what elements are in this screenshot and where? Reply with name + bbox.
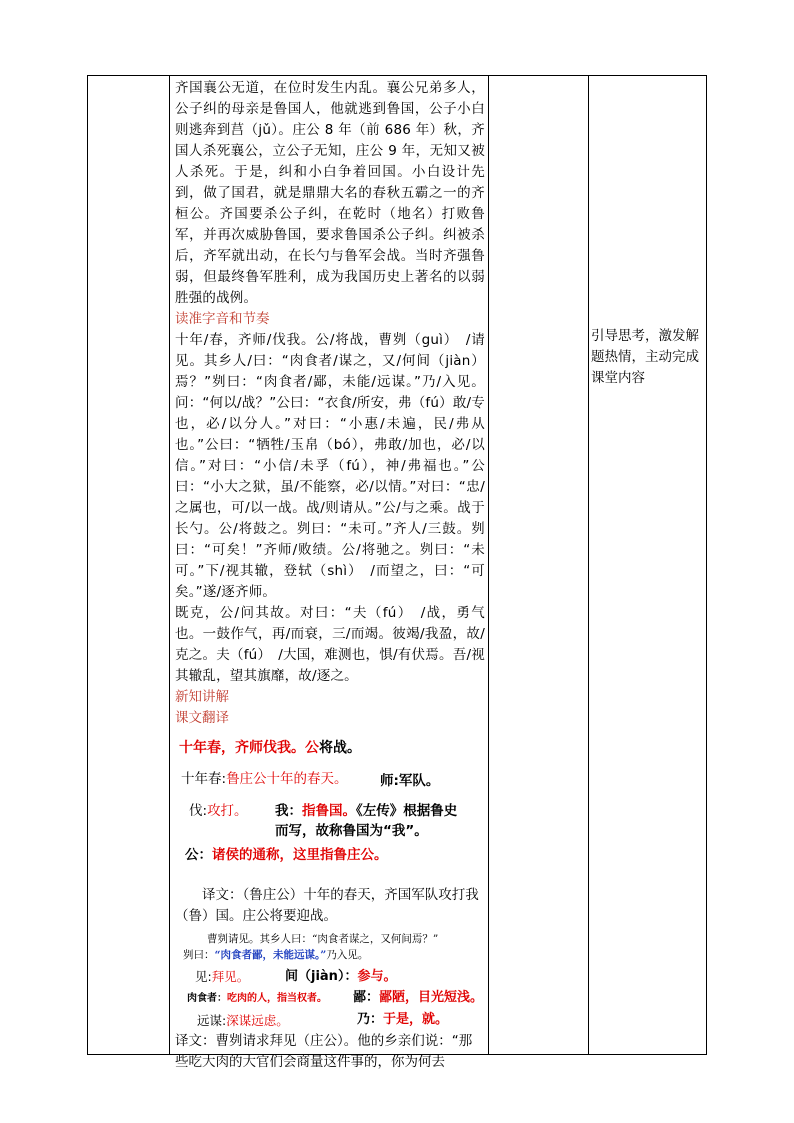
teaching-goal-note: 引导思考，激发解题热情，主动完成课堂内容 <box>591 328 699 386</box>
translation-1: 译文：（鲁庄公）十年的春天，齐国军队攻打我（鲁）国。庄公将要迎战。 <box>175 887 479 924</box>
slide1-annotations <box>175 761 485 879</box>
annotation-nai: 乃：于是，就。 <box>357 1012 449 1027</box>
annotation-shi: 师:军队。 <box>380 773 440 789</box>
annotation-roushizhe: 肉食者：吃肉的人，指当权者。 <box>187 993 327 1004</box>
heading-translation: 课文翻译 <box>175 710 229 726</box>
reading-paragraph-1: 十年/春，齐师/伐我。公/将战，曹刿（guì） /请见。其乡人/曰：“肉食者/谋之，又/何间（jiàn）焉？”刿曰：“肉食者/鄙，未能/远谋。”乃/入见。问：“何以/战？”公曰：“衣食/所安，弗（fú）敢/专也，必/以分人。”对曰：“小惠/未遍，民/弗从也。”公曰：“牺牲/玉帛（bó），弗敢/加也，必/以信。”对曰：“小信/未孚（fú），神/弗福也。”公曰：“小大之狱，虽/不能察，必/以情。”对曰：“忠/之属也，可/以一战。战/则请从。”公/与之乘。战于长勺。公/将鼓之。刿曰：“未可。”齐人/三鼓。刿曰：“可矣！”齐师/败绩。公/将驰之。刿曰：“未可。”下/视其辙，登轼（shì） /而望之，曰：“可矣。”遂/逐齐师。 <box>175 332 485 600</box>
heading-reading: 读准字音和节奏 <box>175 311 270 327</box>
annotation-gong: 公：诸侯的通称，这里指鲁庄公。 <box>185 847 388 863</box>
slide2-content <box>175 929 485 1029</box>
annotation-bi: 鄙：鄙陋，目光短浅。 <box>353 990 484 1005</box>
column-divider <box>588 76 589 1054</box>
slide2-line1: 曹刿请见。其乡人曰：“肉食者谋之，又何间焉？” <box>207 933 439 945</box>
heading-new-knowledge: 新知讲解 <box>175 689 229 705</box>
annotation-yuanmou: 远谋:深谋远虑。 <box>197 1013 289 1028</box>
lesson-table <box>87 75 707 1070</box>
annotation-jian: 见:拜见。 <box>195 969 250 984</box>
background-paragraph: 齐国襄公无道，在位时发生内乱。襄公兄弟多人，公子纠的母亲是鲁国人，他就逃到鲁国，公子小白则逃奔到莒（jǔ）。庄公 8 年（前 686 年）秋，齐国人杀死襄公，立公子无知，庄公 9 年，无知又被人杀死。于是，纠和小白争着回国。小白设计先到，做了国君，就是鼎鼎大名的春秋五霸之一的齐桓公。齐国要杀公子纠，在乾时（地名）打败鲁军，并再次威胁鲁国，要求鲁国杀公子纠。纠被杀后，齐军就出动，在长勺与鲁军会战。当时齐强鲁弱，但最终鲁军胜利，成为我国历史上著名的以弱胜强的战例。 <box>175 80 485 306</box>
column-divider <box>488 76 489 1054</box>
slide1-sentence: 十年春，齐师伐我。公将战。 <box>179 740 361 756</box>
annotation-wo-line2: 而写，故称鲁国为“我”。 <box>275 823 428 839</box>
annotation-jian-participate: 间（jiàn）：参与。 <box>285 969 397 984</box>
annotation-wo: 我：指鲁国。《左传》根据鲁史 <box>275 803 458 819</box>
annotation-fa: 伐:攻打。 <box>189 803 248 819</box>
annotation-shinian: 十年春:鲁庄公十年的春天。 <box>181 771 348 787</box>
translation-2: 译文：曹刿请求拜见（庄公）。他的乡亲们说：“那些吃大肉的大官们会商量这件事的，你为何去 <box>175 1033 473 1070</box>
teaching-content-cell <box>170 76 488 1070</box>
reading-paragraph-2: 既克，公/问其故。对曰：“夫（fú） /战，勇气也。一鼓作气，再/而衰，三/而竭。彼竭/我盈，故/克之。夫（fú） /大国，难测也，惧/有伏焉。吾/视其辙乱，望其旗靡，故/逐之。 <box>175 605 485 684</box>
slide2-line2: 刿曰：“肉食者鄙，未能远谋。”乃入见。 <box>183 949 369 961</box>
